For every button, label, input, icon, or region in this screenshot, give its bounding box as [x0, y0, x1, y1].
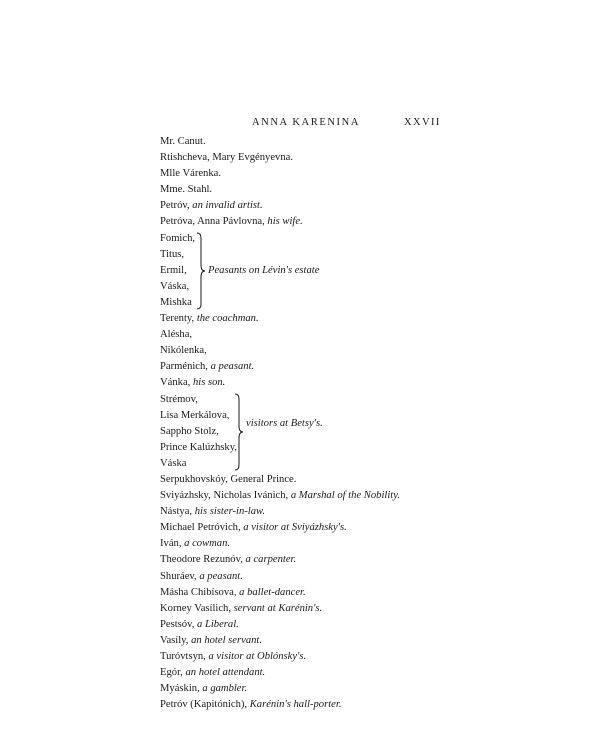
character-name: Korney Vasílich, [160, 602, 234, 614]
character-name: Egór, [160, 667, 186, 679]
character-name: Petróv (Kapitónich), [160, 699, 250, 711]
character-description: a Marshal of the Nobility. [290, 490, 401, 502]
list-item [160, 681, 460, 697]
character-name: Petróva, Anna Pávlovna, [160, 216, 268, 228]
character-description: a Liberal. [197, 618, 239, 630]
character-description: the coachman. [196, 313, 259, 325]
character-description: an invalid artist. [192, 200, 263, 212]
list-item [160, 375, 460, 391]
list-item [160, 182, 460, 198]
character-name: Myáskin, [160, 683, 203, 695]
list-item [160, 311, 460, 327]
character-name: Theodore Rezunóv, [160, 554, 246, 566]
character-description: a visitor at Oblónsky's. [208, 651, 307, 662]
list-item [160, 166, 460, 182]
character-name: Michael Petróvich, [160, 522, 244, 534]
character-name: Vánka, [160, 377, 193, 389]
character-name: Serpukhovskóy, General Prince. [160, 473, 297, 485]
right-curly-brace-icon [234, 393, 244, 471]
betsy-visitors-group [160, 392, 460, 472]
character-name: Mme. Stahl. [160, 184, 213, 196]
character-name: Mlle Várenka. [160, 168, 221, 180]
character-name: Shuráev, [160, 570, 200, 582]
character-description: his son. [192, 377, 226, 389]
page-number: XXVII [404, 117, 441, 128]
list-item [160, 214, 460, 230]
list-item [160, 472, 460, 488]
character-name: Terenty, [160, 313, 197, 325]
group-member: Fomich, [160, 232, 196, 244]
character-description: a visitor at Sviyázhsky's. [243, 522, 347, 534]
group-member: Sappho Stolz, [160, 425, 219, 437]
character-name: Rtishcheva, Mary Evgényevna. [160, 152, 293, 164]
running-header [0, 117, 600, 131]
list-item [160, 488, 460, 504]
list-item [160, 504, 460, 520]
character-description: his sister-in-law. [194, 506, 265, 518]
list-item [160, 134, 460, 150]
list-item [160, 150, 460, 166]
character-description: a cowman. [184, 538, 231, 550]
character-name: Sviyázhsky, Nicholas Ivánich, [160, 490, 291, 502]
peasants-group [160, 231, 460, 311]
character-name: Pestsóv, [160, 618, 197, 630]
list-item [160, 359, 460, 375]
list-item [160, 601, 460, 617]
character-description: a ballet-dancer. [239, 586, 306, 598]
character-name: Vasíly, [160, 634, 192, 646]
character-name: Iván, [160, 538, 185, 550]
list-item [160, 327, 460, 343]
character-description: an hotel attendant. [185, 667, 266, 679]
character-name: Turóvtsyn, [160, 651, 209, 662]
group-label: visitors at Betsy's. [246, 417, 323, 429]
group-member: Lisa Merkálova, [160, 409, 230, 421]
character-name: Nástya, [160, 506, 195, 518]
character-name: Petróv, [160, 200, 193, 212]
right-curly-brace-icon [196, 232, 206, 310]
list-item [160, 569, 460, 585]
character-name: Alésha, [160, 329, 193, 341]
group-member: Strémov, [160, 393, 198, 405]
character-list [160, 134, 460, 713]
list-item [160, 552, 460, 568]
list-item [160, 343, 460, 359]
character-description: his wife. [267, 216, 303, 228]
list-item [160, 520, 460, 536]
group-member: Mishka [160, 296, 192, 308]
group-member: Ermil, [160, 264, 187, 276]
running-title: ANNA KARENINA [252, 117, 361, 128]
group-member: Váska, [160, 280, 190, 292]
character-name: Másha Chibísova, [160, 586, 240, 598]
character-description: servant at Karénin's. [233, 602, 323, 614]
group-member: Prince Kalúzhsky, [160, 441, 237, 453]
character-description: an hotel servant. [191, 634, 263, 646]
character-description: a carpenter. [245, 554, 297, 566]
list-item [160, 697, 460, 713]
list-item [160, 536, 460, 552]
group-member: Váska [160, 457, 187, 469]
character-name: Parménich, [160, 361, 211, 373]
list-item [160, 649, 460, 665]
list-item [160, 198, 460, 214]
character-description: a peasant. [210, 361, 255, 373]
list-item [160, 585, 460, 601]
list-item [160, 633, 460, 649]
list-item [160, 665, 460, 681]
character-name: Nikólenka, [160, 345, 207, 357]
character-description: a peasant. [199, 570, 243, 582]
list-item [160, 617, 460, 633]
character-description: a gambler. [202, 683, 248, 695]
character-name: Mr. Canut. [160, 136, 206, 147]
character-description: Karénin's hall-porter. [249, 699, 342, 711]
group-member: Titus, [160, 248, 185, 260]
group-label: Peasants on Lévin's estate [208, 264, 320, 276]
